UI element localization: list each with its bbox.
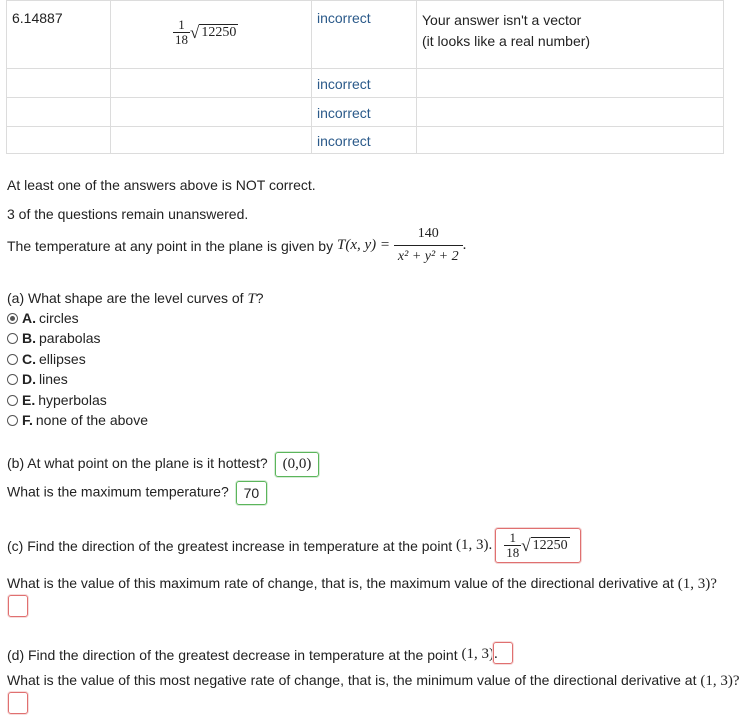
entered-value: 6.14887 xyxy=(12,10,63,26)
option-a[interactable]: A. circles xyxy=(7,310,79,326)
radio-button[interactable] xyxy=(7,395,18,406)
part-a-question: (a) What shape are the level curves of T? xyxy=(7,290,264,307)
table-row xyxy=(7,69,724,98)
radio-button[interactable] xyxy=(7,333,18,344)
option-d[interactable]: D. lines xyxy=(7,371,68,387)
option-e[interactable]: E. hyperbolas xyxy=(7,392,107,408)
table-row xyxy=(7,127,724,154)
results-table xyxy=(6,0,724,154)
radio-button[interactable] xyxy=(7,354,18,365)
table-row xyxy=(7,1,724,69)
not-correct-message: At least one of the answers above is NOT correct. xyxy=(7,177,316,193)
part-b-max-temp: What is the maximum temperature? 70 xyxy=(7,481,267,505)
part-d-direction: (d) Find the direction of the greatest decrease in temperature at the point (1, 3). xyxy=(7,646,498,663)
radio-button[interactable] xyxy=(7,313,18,324)
status-text: incorrect xyxy=(317,76,371,92)
part-d-min-rate: What is the value of this most negative rate of change, that is, the minimum value of the directional derivative at (1, 3)? xyxy=(7,672,740,689)
option-f[interactable]: F. none of the above xyxy=(7,412,148,428)
status-text: incorrect xyxy=(317,105,371,121)
part-c-max-rate: What is the value of this maximum rate of change, that is, the maximum value of the directional derivative at (1, 3)? xyxy=(7,575,717,592)
problem-statement: The temperature at any point in the plane is given by T(x, y) = $\frac{140}{\text{x² + y² + 2}}$ . xyxy=(7,226,467,264)
radio-button[interactable] xyxy=(7,415,18,426)
option-c[interactable]: C. ellipses xyxy=(7,351,86,367)
function-lhs: T(x, y) = xyxy=(336,237,391,253)
status-text: incorrect xyxy=(317,133,371,149)
status-text: incorrect xyxy=(317,10,371,26)
part-b-hottest: (b) At what point on the plane is it hottest? (0,0) xyxy=(7,452,319,477)
max-temperature-answer[interactable]: 70 xyxy=(236,481,268,505)
square-root: √ 12250 xyxy=(521,535,568,555)
temperature-fraction: $\frac{140}{\text{x² + y² + 2}}$ xyxy=(394,226,463,265)
max-rate-input[interactable] xyxy=(8,595,28,617)
square-root: √ 12250 xyxy=(190,22,237,42)
unanswered-message: 3 of the questions remain unanswered. xyxy=(7,206,249,222)
feedback-message: Your answer isn't a vector (it looks like a real number) xyxy=(422,12,591,49)
part-c-direction: (c) Find the direction of the greatest increase in temperature at the point (1, 3). $\frac{1}{18}$ √ 12250 xyxy=(7,528,581,563)
fraction: $\frac{1}{18}$ xyxy=(175,17,188,47)
option-b[interactable]: B. parabolas xyxy=(7,330,101,346)
table-row xyxy=(7,98,724,127)
answer-preview xyxy=(111,1,311,47)
min-rate-input[interactable] xyxy=(8,692,28,714)
decrease-direction-input[interactable] xyxy=(493,642,513,664)
hottest-point-answer[interactable]: (0,0) xyxy=(275,452,320,477)
radio-button[interactable] xyxy=(7,374,18,385)
fraction: $\frac{1}{18}$ xyxy=(506,530,520,560)
increase-direction-answer[interactable] xyxy=(495,528,580,563)
